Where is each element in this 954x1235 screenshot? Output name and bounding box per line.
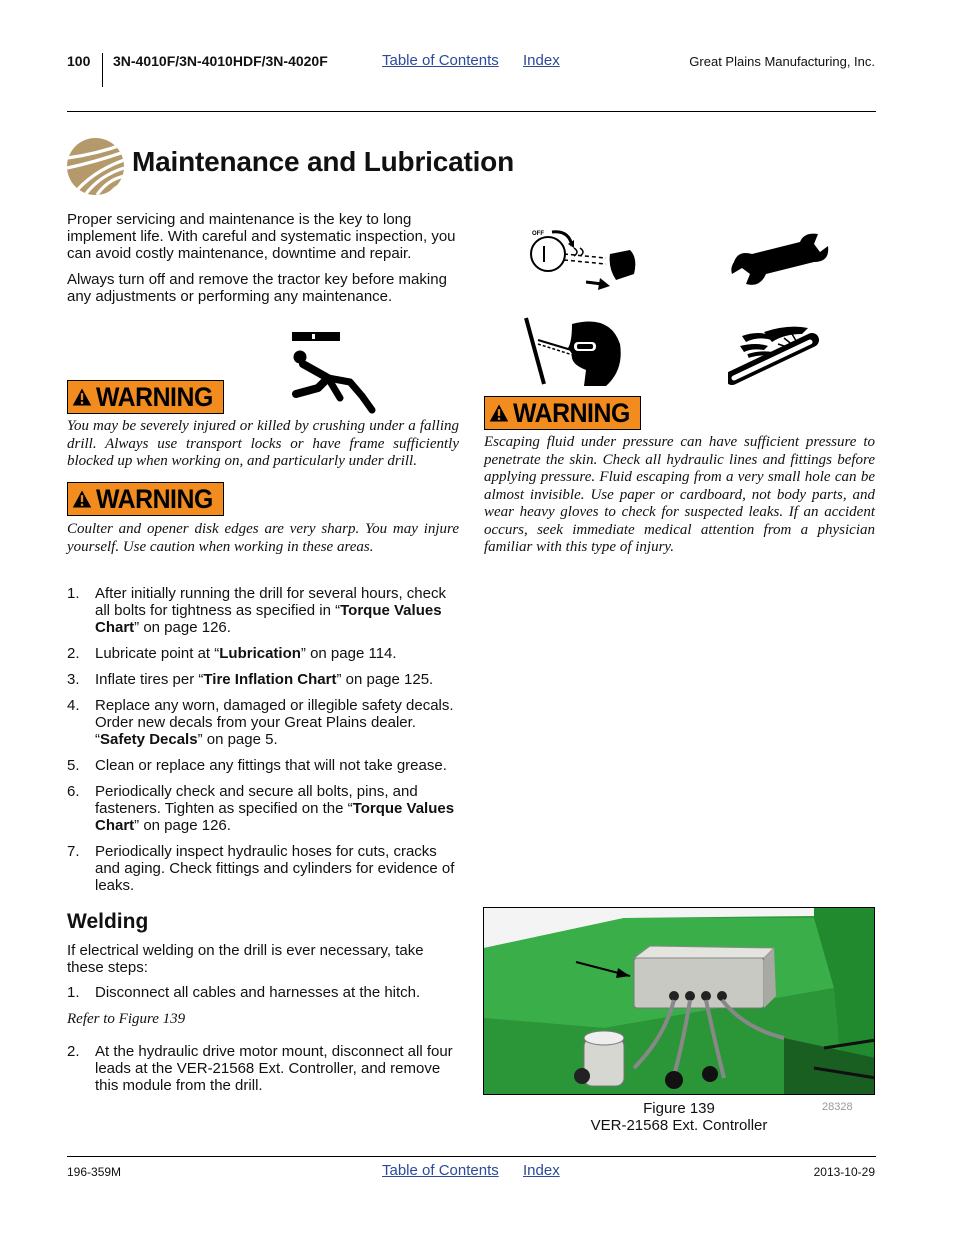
cross-reference-link[interactable]: Lubrication: [219, 645, 301, 662]
footer-table-of-contents-link[interactable]: Table of Contents: [382, 1162, 499, 1179]
company-name: Great Plains Manufacturing, Inc.: [689, 54, 875, 69]
welding-step-2: [67, 1043, 462, 1103]
list-item: 2. At the hydraulic drive motor mount, disconnect all four leads at the VER-21568 Ext. Controller, and remove this module from the drill.: [67, 1043, 453, 1094]
warning-text-sharp-edges: Coulter and opener disk edges are very sharp. You may injure yourself. Use caution when working in these areas.: [67, 521, 459, 555]
list-item: 1. Disconnect all cables and harnesses at the hitch.: [67, 984, 421, 1001]
list-item: 7. Periodically inspect hydraulic hoses for cuts, cracks and aging. Check fittings and cylinders for evidence of leaks.: [67, 843, 455, 894]
remove-key-icon: [524, 224, 644, 296]
warning-label-crush: [67, 380, 224, 414]
fluid-injection-icon: [728, 316, 838, 388]
photo-number: 28328: [822, 1101, 853, 1113]
welding-step-1: [67, 984, 462, 1010]
wrench-icon: [730, 232, 830, 296]
figure-reference: Refer to Figure 139: [67, 1011, 186, 1027]
list-item: 6. Periodically check and secure all bolts, pins, and fasteners. Tighten as specified on the “Torque Values Chart” on page 126.: [67, 783, 455, 834]
welding-intro: If electrical welding on the drill is ever necessary, take these steps:: [67, 942, 424, 976]
controller-photo-illustration: [484, 908, 875, 1095]
list-item: 4. Replace any worn, damaged or illegible safety decals. Order new decals from your Great Plains dealer. “Safety Decals” on page 5.: [67, 697, 454, 748]
warning-triangle-icon: [489, 401, 509, 425]
document-number: 196-359M: [67, 1165, 122, 1179]
warning-text-crush: You may be severely injured or killed by crushing under a falling drill. Always use transport locks or have frame sufficiently blocked up when working on, and particularly under drill.: [67, 418, 459, 469]
intro-paragraph-2: Always turn off and remove the tractor key before making any adjustments or performing any maintenance.: [67, 271, 447, 305]
publication-date: 2013-10-29: [813, 1165, 875, 1179]
great-plains-logo-icon: [67, 138, 124, 195]
model-title: 3N-4010F/3N-4010HDF/3N-4020F: [113, 53, 328, 69]
footer-rule: [67, 1156, 876, 1157]
page-title: Maintenance and Lubrication: [132, 146, 514, 177]
page-number: 100: [67, 53, 91, 69]
cross-reference-link[interactable]: Torque Values Chart: [95, 800, 455, 834]
crush-hazard-icon: [288, 330, 380, 416]
welding-heading: Welding: [67, 910, 149, 933]
header-index-link[interactable]: Index: [523, 52, 560, 69]
figure-number: Figure 139: [643, 1100, 715, 1117]
footer-index-link[interactable]: Index: [523, 1162, 560, 1179]
list-item: 3. Inflate tires per “Tire Inflation Chart” on page 125.: [67, 671, 434, 688]
header-rule: [67, 111, 876, 112]
list-item: 1. After initially running the drill for several hours, check all bolts for tightness as specified in “Torque Values Chart” on page 126.: [67, 585, 446, 636]
eye-protection-icon: [520, 314, 630, 390]
key-off-label: OFF: [532, 231, 544, 237]
header-table-of-contents-link[interactable]: Table of Contents: [382, 52, 499, 69]
figure-caption: [540, 1100, 818, 1134]
list-item: 2. Lubricate point at “Lubrication” on page 114.: [67, 645, 397, 662]
cross-reference-link[interactable]: Tire Inflation Chart: [203, 671, 337, 688]
list-item: 5. Clean or replace any fittings that will not take grease.: [67, 757, 447, 774]
warning-word: WARNING: [96, 381, 213, 412]
warning-triangle-icon: [72, 385, 92, 409]
warning-label-sharp-edges: [67, 482, 224, 516]
warning-text-fluid-pressure: Escaping fluid under pressure can have sufficient pressure to penetrate the skin. Check all hydraulic lines and fittings before applying pressure. Fluid escaping from a very small hole can be almost invisible. Use paper or cardboard, not body parts, and wear heavy gloves to check for suspected leaks. If an accident occurs, seek immediate medical attention from a physician familiar with this type of injury.: [484, 434, 875, 555]
warning-word: WARNING: [513, 397, 630, 428]
maintenance-list: [67, 585, 462, 903]
warning-label-fluid-pressure: [484, 396, 641, 430]
warning-word: WARNING: [96, 483, 213, 514]
header-divider: [102, 53, 103, 87]
warning-triangle-icon: [72, 487, 92, 511]
cross-reference-link[interactable]: Torque Values Chart: [95, 602, 442, 636]
figure-title: VER-21568 Ext. Controller: [590, 1117, 768, 1134]
figure-139-photo: [483, 907, 875, 1095]
intro-paragraph-1: Proper servicing and maintenance is the key to long implement life. With careful and systematic inspection, you can avoid costly maintenance, downtime and repair.: [67, 211, 456, 262]
cross-reference-link[interactable]: Safety Decals: [100, 731, 198, 748]
